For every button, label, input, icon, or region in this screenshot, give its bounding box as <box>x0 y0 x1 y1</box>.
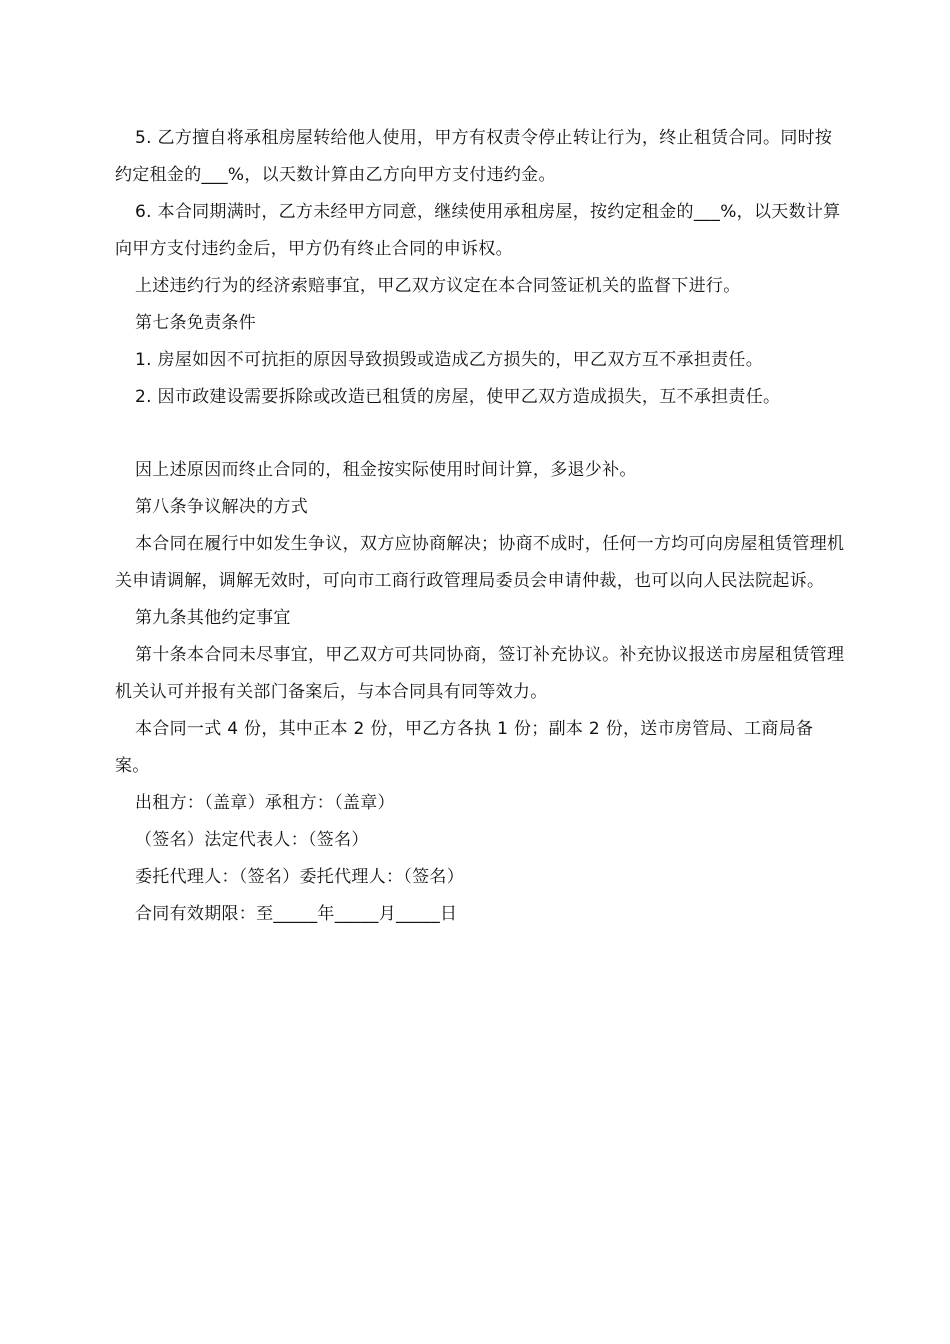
clause-6-overstay: 6. 本合同期满时，乙方未经甲方同意，继续使用承租房屋，按约定租金的___%，以天数计算向甲方支付违约金后，甲方仍有终止合同的申诉权。 <box>115 202 841 259</box>
signature-agents: 委托代理人：（签名）委托代理人：（签名） <box>135 867 464 887</box>
paragraph-gap <box>115 416 845 452</box>
exemption-item-2: 2. 因市政建设需要拆除或改造已租赁的房屋，使甲乙双方造成损失，互不承担责任。 <box>135 387 781 407</box>
article-10-text: 第十条本合同未尽事宜，甲乙双方可共同协商，签订补充协议。补充协议报送市房屋租赁管理机关认可并报有关部门备案后，与本合同具有同等效力。 <box>115 645 845 702</box>
clause-5-breach-sublet: 5. 乙方擅自将承租房屋转给他人使用，甲方有权责令停止转让行为，终止租赁合同。同时按约定租金的___%，以天数计算由乙方向甲方支付违约金。 <box>115 128 833 185</box>
article-7-heading: 第七条免责条件 <box>135 313 257 333</box>
contract-validity-period: 合同有效期限：至_____年_____月_____日 <box>135 904 458 924</box>
termination-rent-settlement: 因上述原因而终止合同的，租金按实际使用时间计算，多退少补。 <box>135 460 637 480</box>
document-page <box>115 120 845 933</box>
signature-legal-rep: （签名）法定代表人：（签名） <box>135 830 369 850</box>
dispute-resolution-text: 本合同在履行中如发生争议，双方应协商解决；协商不成时，任何一方均可向房屋租赁管理机关申请调解，调解无效时，可向市工商行政管理局委员会申请仲裁，也可以向人民法院起诉。 <box>115 534 845 591</box>
copies-text: 本合同一式 4 份，其中正本 2 份，甲乙方各执 1 份；副本 2 份，送市房管局、工商局备案。 <box>115 719 814 776</box>
article-9-heading: 第九条其他约定事宜 <box>135 608 291 628</box>
article-8-heading: 第八条争议解决的方式 <box>135 497 308 517</box>
breach-claims-supervision: 上述违约行为的经济索赔事宜，甲乙双方议定在本合同签证机关的监督下进行。 <box>135 276 741 296</box>
exemption-item-1: 1. 房屋如因不可抗拒的原因导致损毁或造成乙方损失的，甲乙双方互不承担责任。 <box>135 350 764 370</box>
signature-lessor-lessee: 出租方：（盖章）承租方：（盖章） <box>135 793 395 813</box>
